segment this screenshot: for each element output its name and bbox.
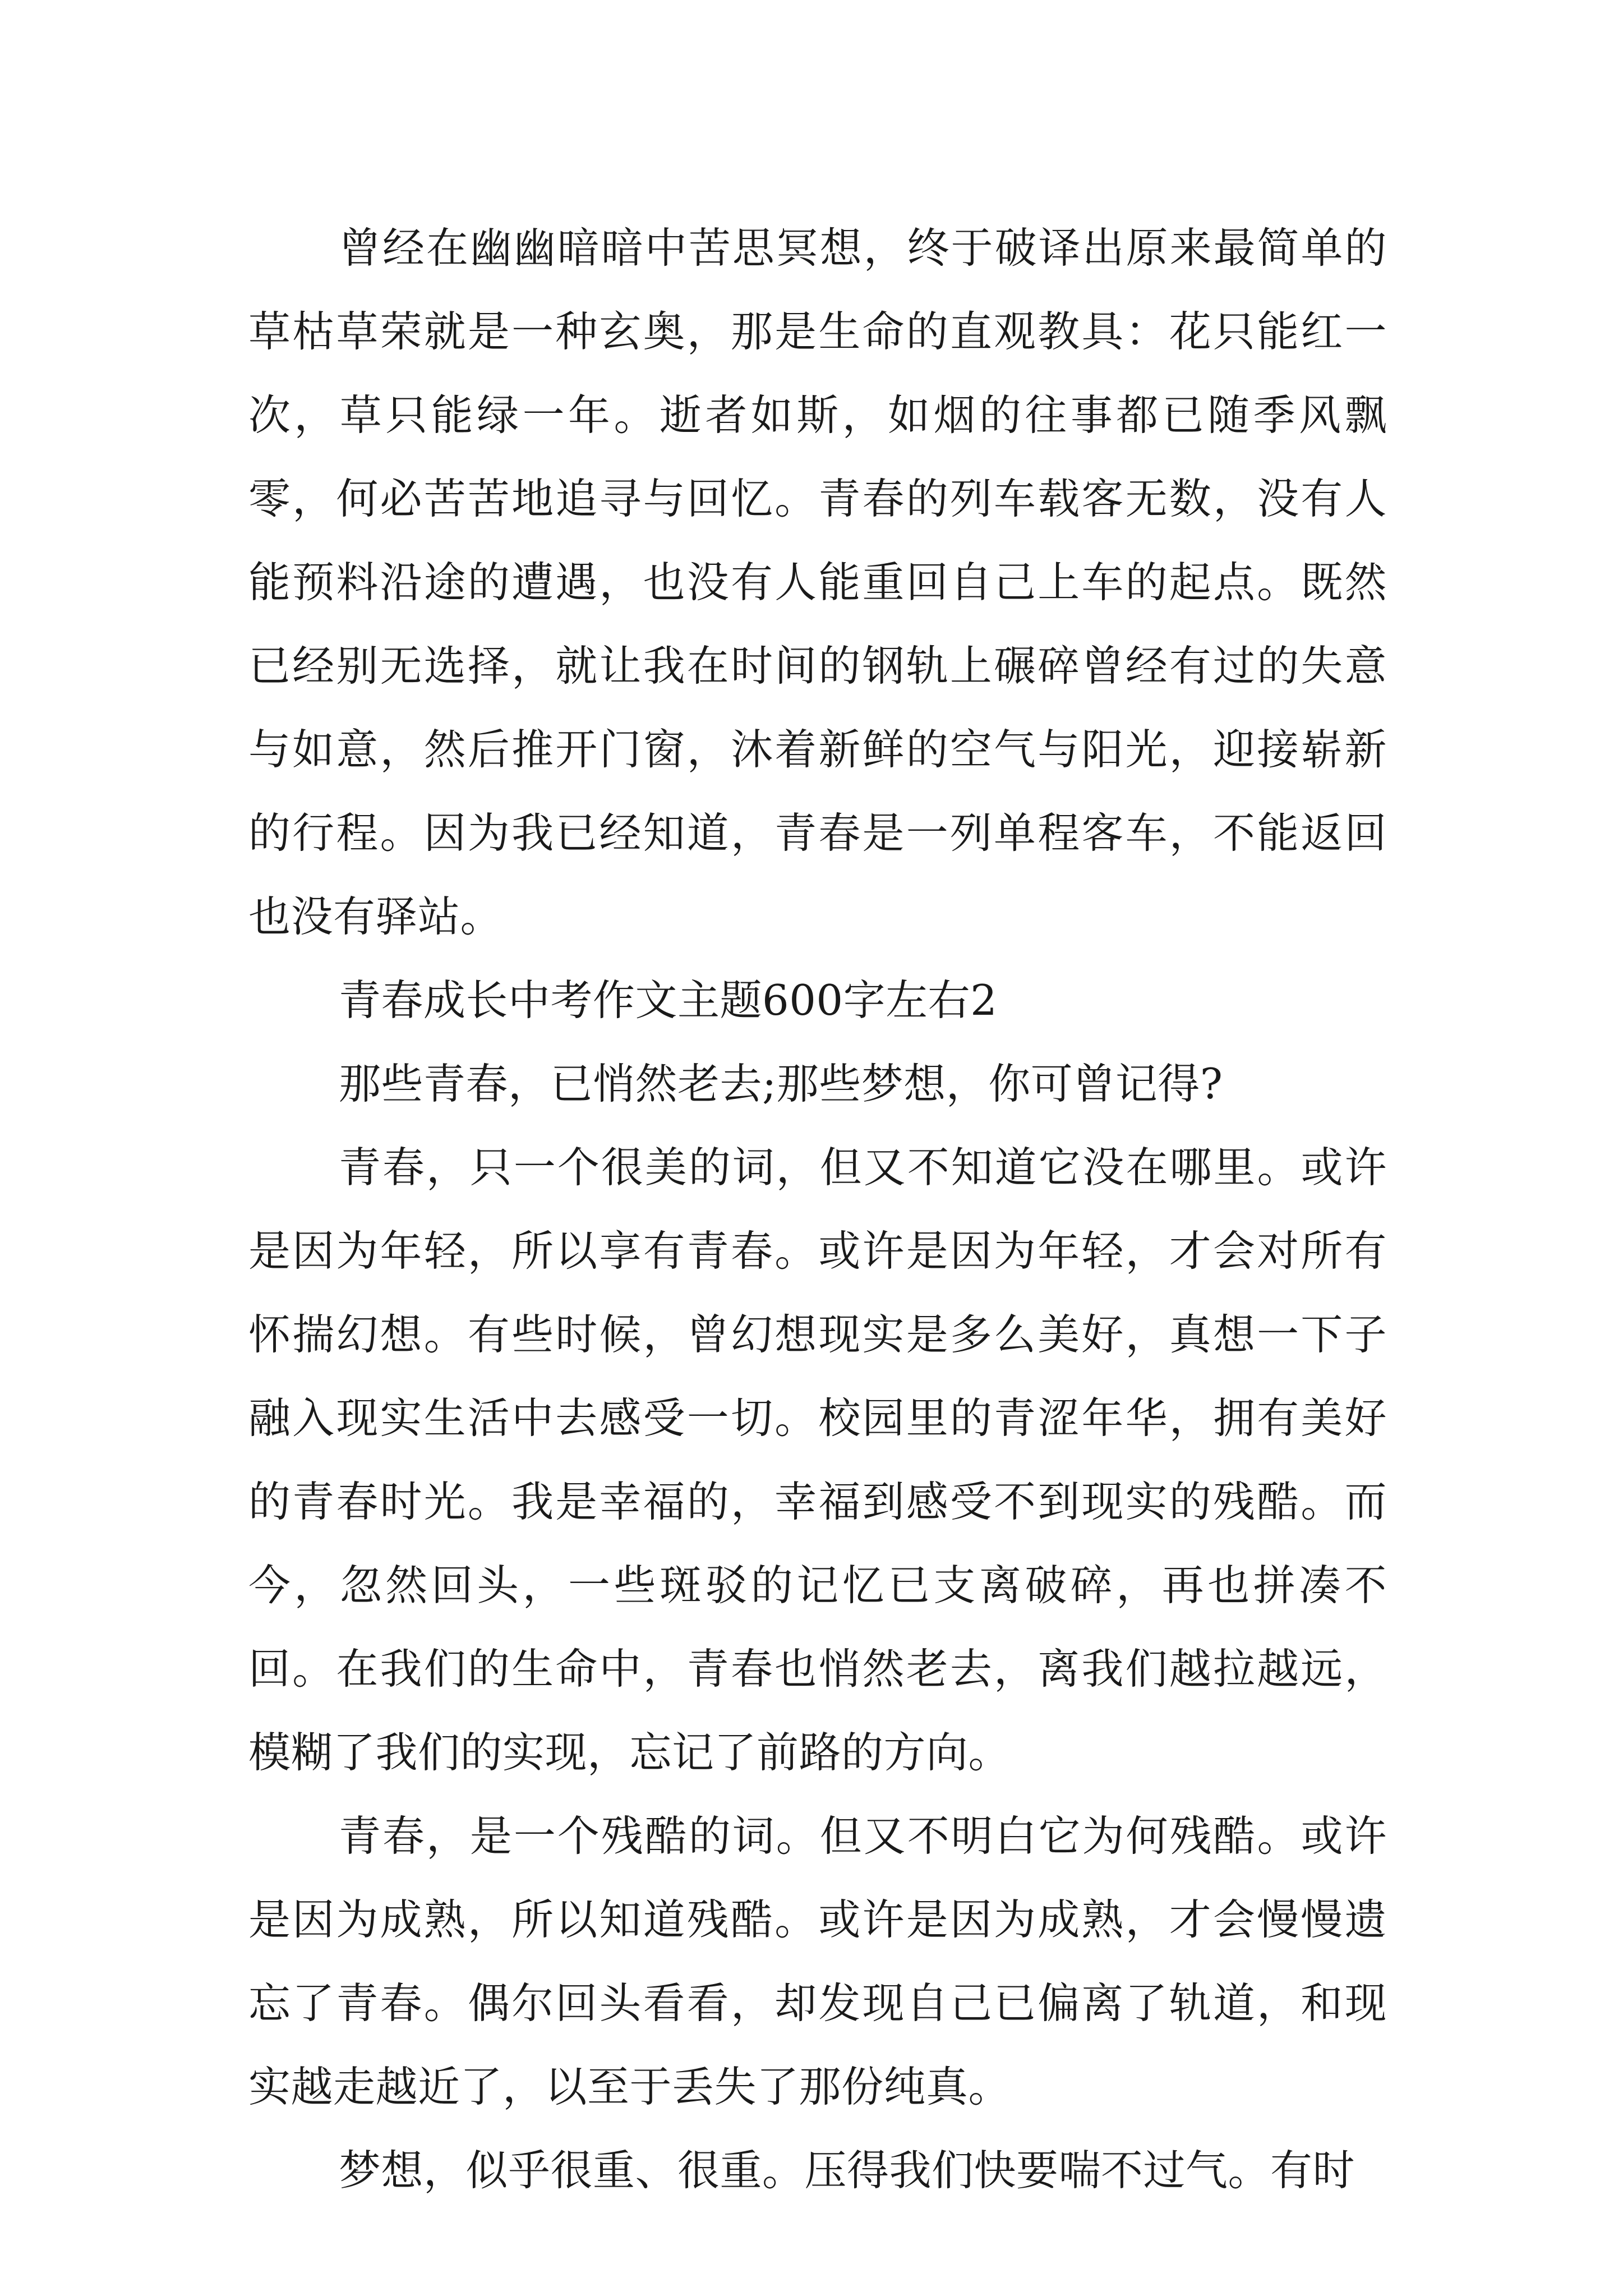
document-body [248, 206, 1387, 2212]
paragraph-dreams: 梦想，似乎很重、很重。压得我们快要喘不过气。有时 [339, 2146, 1355, 2195]
paragraph-opening-line: 那些青春，已悄然老去;那些梦想，你可曾记得? [339, 1059, 1223, 1108]
paragraph-youth-beautiful: 青春，只一个很美的词，但又不知道它没在哪里。或许是因为年轻，所以享有青春。或许是因为年轻，才会对所有怀揣幻想。有些时候，曾幻想现实是多么美好，真想一下子融入现实生活中去感受一切。校园里的青涩年华，拥有美好的青春时光。我是幸福的，幸福到感受不到现实的残酷。而今，忽然回头，一些斑驳的记忆已支离破碎，再也拼凑不回。在我们的生命中，青春也悄然老去，离我们越拉越远，模糊了我们的实现，忘记了前路的方向。 [248, 1143, 1387, 1777]
essay-heading: 青春成长中考作文主题600字左右2 [339, 976, 998, 1025]
paragraph-youth-cruel: 青春，是一个残酷的词。但又不明白它为何残酷。或许是因为成熟，所以知道残酷。或许是因为成熟，才会慢慢遗忘了青春。偶尔回头看看，却发现自己已偏离了轨道，和现实越走越近了，以至于丢失了那份纯真。 [248, 1811, 1387, 2111]
paragraph-youth-train: 曾经在幽幽暗暗中苦思冥想，终于破译出原来最简单的草枯草荣就是一种玄奥，那是生命的直观教具：花只能红一次，草只能绿一年。逝者如斯，如烟的往事都已随季风飘零，何必苦苦地追寻与回忆。青春的列车载客无数，没有人能预料沿途的遭遇，也没有人能重回自己上车的起点。既然已经别无选择，就让我在时间的钢轨上碾碎曾经有过的失意与如意，然后推开门窗，沐着新鲜的空气与阳光，迎接崭新的行程。因为我已经知道，青春是一列单程客车，不能返回也没有驿站。 [248, 223, 1387, 941]
